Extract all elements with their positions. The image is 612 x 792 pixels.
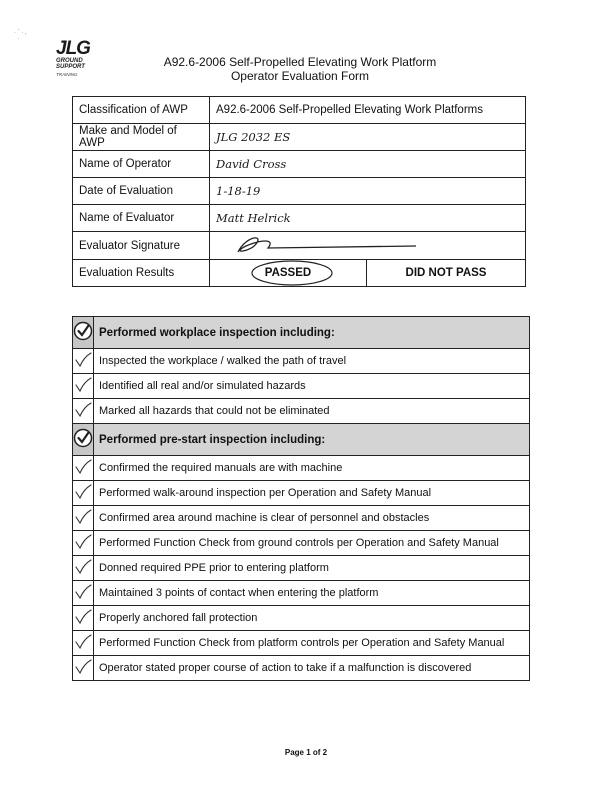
checkmark-icon[interactable] [73,581,94,606]
checklist-row [73,399,530,424]
table-row [73,178,526,205]
scan-specks: · ` · , · [14,30,27,42]
title-line1: A92.6-2006 Self-Propelled Elevating Work Platform [163,55,437,69]
checklist-item-text: Operator stated proper course of action to take if a malfunction is discovered [94,656,530,681]
checklist-table [72,316,530,681]
checkmark-icon[interactable] [73,349,94,374]
table-row [73,205,526,232]
classification-value: A92.6-2006 Self-Propelled Elevating Work Platforms [210,97,526,124]
passed-circle [247,258,337,288]
checklist-row [73,631,530,656]
checklist-row [73,556,530,581]
table-row [73,124,526,151]
classification-label: Classification of AWP [73,97,210,124]
checkmark-icon[interactable] [73,399,94,424]
table-row [73,232,526,260]
operator-value[interactable]: David Cross [210,151,526,178]
did-not-pass-option[interactable]: DID NOT PASS [367,260,526,287]
logo-sub-line2: SUPPORT [56,64,85,70]
checklist-row [73,581,530,606]
checklist-row [73,349,530,374]
page-title [140,55,460,83]
checkmark-icon[interactable] [73,481,94,506]
checkmark-icon[interactable] [73,456,94,481]
date-value[interactable]: 1-18-19 [210,178,526,205]
signature-scribble [216,232,416,256]
checklist-row [73,374,530,399]
evaluator-label: Name of Evaluator [73,205,210,232]
checklist-row [73,506,530,531]
checklist-item-text: Inspected the workplace / walked the path of travel [94,349,530,374]
title-line2: Operator Evaluation Form [230,69,370,83]
jlg-logo [56,40,102,82]
passed-label: PASSED [264,267,312,279]
checklist-item-text: Performed Function Check from ground controls per Operation and Safety Manual [94,531,530,556]
checklist-item-text: Performed walk-around inspection per Operation and Safety Manual [94,481,530,506]
checkmark-icon[interactable] [73,531,94,556]
signature-field[interactable] [210,232,526,260]
logo-sub-line1: GROUND [56,58,83,64]
date-label: Date of Evaluation [73,178,210,205]
table-row [73,260,526,287]
page-number: Page 1 of 2 [284,748,328,757]
checklist-row [73,606,530,631]
make-model-value[interactable]: JLG 2032 ES [210,124,526,151]
section-header-row [73,317,530,349]
checkmark-icon[interactable] [73,606,94,631]
logo-tagline: TRAINING [56,72,78,77]
checklist-item-text: Performed Function Check from platform controls per Operation and Safety Manual [94,631,530,656]
operator-label: Name of Operator [73,151,210,178]
checklist-row [73,531,530,556]
section-check-icon [73,424,94,456]
checkmark-icon[interactable] [73,656,94,681]
logo-brand: JLG [56,38,90,59]
checklist-row [73,456,530,481]
section-title: Performed pre-start inspection including: [94,424,530,456]
make-model-label: Make and Model of AWP [73,124,210,151]
passed-option[interactable] [210,260,367,287]
checklist-item-text: Donned required PPE prior to entering platform [94,556,530,581]
checklist-row [73,481,530,506]
checklist-item-text: Properly anchored fall protection [94,606,530,631]
info-table [72,96,526,287]
checklist-item-text: Confirmed area around machine is clear of personnel and obstacles [94,506,530,531]
checkmark-icon[interactable] [73,506,94,531]
table-row [73,151,526,178]
evaluator-value[interactable]: Matt Helrick [210,205,526,232]
checklist-item-text: Marked all hazards that could not be eliminated [94,399,530,424]
checklist-item-text: Identified all real and/or simulated hazards [94,374,530,399]
checkmark-icon[interactable] [73,556,94,581]
section-header-row [73,424,530,456]
table-row [73,97,526,124]
checklist-row [73,656,530,681]
checkmark-icon[interactable] [73,374,94,399]
section-check-icon [73,317,94,349]
checkmark-icon[interactable] [73,631,94,656]
results-label: Evaluation Results [73,260,210,287]
section-title: Performed workplace inspection including: [94,317,530,349]
signature-label: Evaluator Signature [73,232,210,260]
checklist-item-text: Confirmed the required manuals are with machine [94,456,530,481]
checklist-item-text: Maintained 3 points of contact when entering the platform [94,581,530,606]
